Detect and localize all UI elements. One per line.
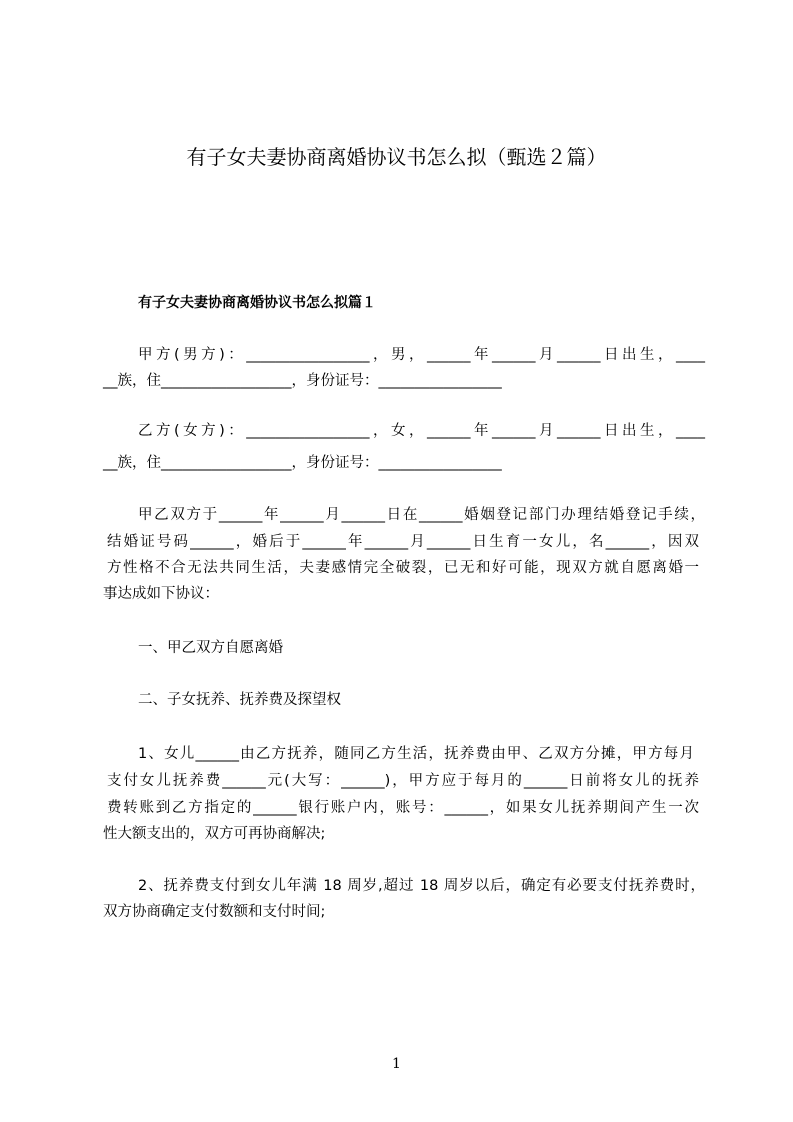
section-heading: 有子女夫妻协商离婚协议书怎么拟篇１ [138,295,376,311]
paragraph-line: 甲方(男方)：_________________，男，______年______月______日出生，____ [138,347,705,363]
page-number: 1 [392,1056,401,1072]
paragraph-line: 结婚证号码______，婚后于______年______月______日生育一女儿，名______，因双 [107,534,699,550]
paragraph-line: 甲乙双方于______年______月______日在______婚姻登记部门办理结婚登记手续， [138,507,705,523]
paragraph-line: 事达成如下协议： [103,586,219,602]
paragraph-line: 方性格不合无法共同生活，夫妻感情完全破裂，已无和好可能，现双方就自愿离婚一 [107,560,699,576]
paragraph-line: 乙方(女方)：_________________，女，______年______月______日出生，____ [138,423,705,439]
document-title: 有子女夫妻协商离婚协议书怎么拟（甄选２篇） [186,145,607,169]
clause-heading: 二、子女抚养、抚养费及探望权 [138,692,341,708]
paragraph-line: 费转账到乙方指定的______银行账户内，账号：______，如果女儿抚养期间产生一次 [107,800,699,816]
paragraph-line: 性大额支出的，双方可再协商解决; [103,826,326,842]
paragraph-line: 1、女儿______由乙方抚养，随同乙方生活，抚养费由甲、乙双方分摊，甲方每月 [138,746,694,762]
clause-heading: 一、甲乙双方自愿离婚 [138,640,283,656]
paragraph-line: 支付女儿抚养费______元(大写：______)，甲方应于每月的______日前将女儿的抚养 [107,773,699,789]
paragraph-line: __族，住__________________，身份证号：_________________ [103,373,502,389]
paragraph-line: __族，住__________________，身份证号：_________________ [103,455,502,471]
paragraph-line: 双方协商确定支付数额和支付时间; [103,904,326,920]
paragraph-line: 2、抚养费支付到女儿年满 18 周岁,超过 18 周岁以后，确定有必要支付抚养费时， [138,878,705,894]
